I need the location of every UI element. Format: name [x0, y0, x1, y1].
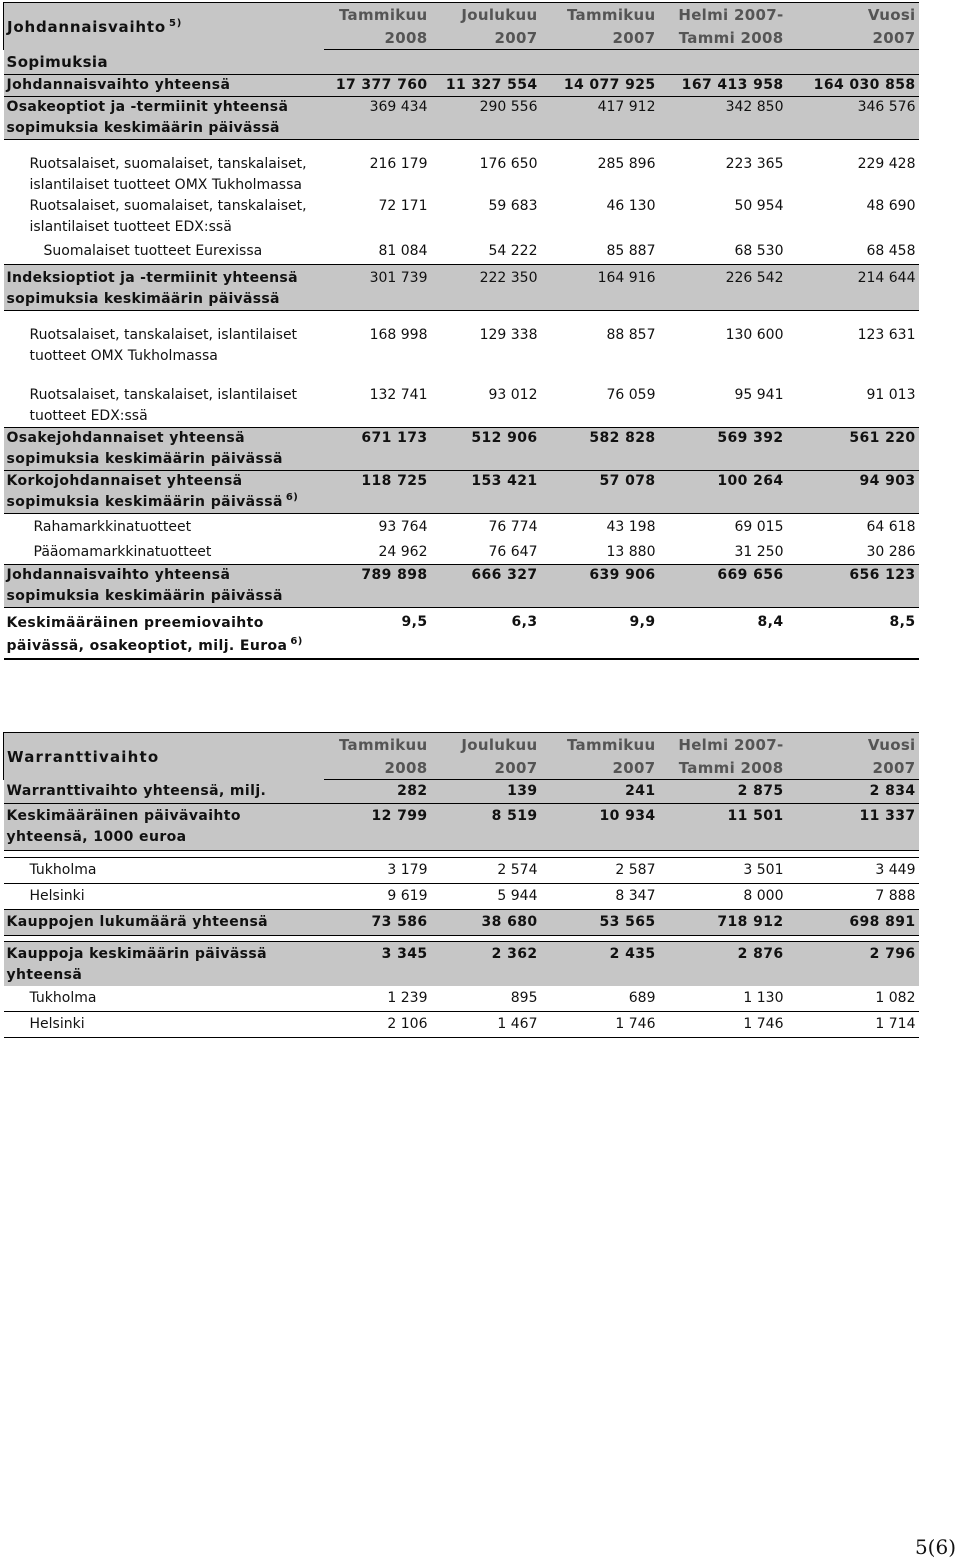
col-header: 2008 — [324, 756, 431, 780]
cell: 59 683 — [488, 198, 538, 214]
col-header: 2008 — [324, 26, 431, 50]
cell: 76 774 — [488, 519, 538, 535]
col-header: 2007 — [787, 756, 919, 780]
cell: 43 198 — [606, 519, 656, 535]
row-label: Ruotsalaiset, suomalaiset, tanskalaiset, islantilaiset tuotteet OMX Tukholmassa — [29, 156, 307, 193]
row-label-text: Keskimääräinen preemiovaihto päivässä, osakeoptiot, milj. Euroa — [6, 615, 288, 654]
row-label: Rahamarkkinatuotteet — [33, 519, 192, 535]
cell: 76 647 — [431, 540, 541, 565]
table-row — [4, 471, 919, 514]
row-label: Johdannaisvaihto yhteensä — [4, 75, 324, 97]
table-row — [4, 385, 919, 428]
cell: 698 891 — [787, 910, 919, 936]
cell: 50 954 — [734, 198, 784, 214]
cell: 241 — [541, 780, 659, 804]
cell: 561 220 — [787, 428, 919, 471]
col-header: Joulukuu — [431, 733, 541, 757]
cell: 76 059 — [541, 385, 659, 428]
table-row — [4, 1012, 919, 1038]
cell: 30 286 — [787, 540, 919, 565]
col-header: Tammikuu — [541, 733, 659, 757]
cell: 342 850 — [659, 97, 787, 140]
cell: 582 828 — [541, 428, 659, 471]
table-header-row — [4, 3, 919, 27]
spacer-row — [4, 371, 919, 385]
cell: 54 222 — [431, 238, 541, 265]
cell: 369 434 — [324, 97, 431, 140]
table-title: Warranttivaihto — [4, 733, 324, 780]
row-label — [4, 608, 324, 660]
cell: 9 619 — [324, 884, 431, 910]
cell: 2 587 — [541, 858, 659, 884]
cell: 8 000 — [659, 884, 787, 910]
cell: 167 413 958 — [659, 75, 787, 97]
row-label: Ruotsalaiset, tanskalaiset, islantilaiset tuotteet EDX:ssä — [4, 385, 324, 428]
cell: 91 013 — [787, 385, 919, 428]
table-row — [4, 265, 919, 311]
row-label: Kauppoja keskimäärin päivässä yhteensä — [4, 942, 324, 987]
cell: 68 458 — [787, 238, 919, 265]
footnote-ref: 6) — [285, 492, 299, 504]
cell: 85 887 — [541, 238, 659, 265]
cell: 3 345 — [324, 942, 431, 987]
cell: 57 078 — [541, 471, 659, 514]
cell: 216 179 — [369, 156, 428, 172]
page-number: 5(6) — [914, 1535, 956, 1559]
cell: 718 912 — [659, 910, 787, 936]
row-label: Pääomamarkkinatuotteet — [4, 540, 324, 565]
cell: 81 084 — [324, 238, 431, 265]
derivatives-table — [3, 2, 919, 660]
cell: 8 519 — [431, 804, 541, 851]
cell: 139 — [431, 780, 541, 804]
row-label: Ruotsalaiset, suomalaiset, tanskalaiset, islantilaiset tuotteet EDX:ssä — [29, 198, 307, 235]
table-row — [4, 325, 919, 371]
cell: 31 250 — [659, 540, 787, 565]
cell: 301 739 — [324, 265, 431, 311]
col-header: Tammi 2008 — [659, 26, 787, 50]
col-header: Vuosi — [787, 3, 919, 27]
cell: 512 906 — [431, 428, 541, 471]
col-header: Tammikuu — [324, 733, 431, 757]
cell: 346 576 — [787, 97, 919, 140]
footnote-ref: 6) — [290, 636, 303, 648]
row-label: Tukholma — [4, 858, 324, 884]
cell: 168 998 — [369, 327, 428, 343]
table-row — [4, 565, 919, 608]
table-row — [4, 804, 919, 851]
row-label: Helsinki — [4, 1012, 324, 1038]
col-header: 2007 — [787, 26, 919, 50]
table-row — [4, 514, 919, 541]
cell: 100 264 — [659, 471, 787, 514]
row-label: Johdannaisvaihto yhteensä sopimuksia keskimäärin päivässä — [4, 565, 324, 608]
cell: 132 741 — [324, 385, 431, 428]
row-label: Warranttivaihto yhteensä, milj. — [4, 780, 324, 804]
cell: 10 934 — [541, 804, 659, 851]
cell: 72 171 — [378, 198, 428, 214]
table-title — [4, 3, 324, 50]
cell: 666 327 — [431, 565, 541, 608]
cell: 1 467 — [431, 1012, 541, 1038]
col-header: Helmi 2007- — [659, 3, 787, 27]
table-row — [4, 540, 919, 565]
cell: 789 898 — [324, 565, 431, 608]
cell: 689 — [628, 990, 656, 1006]
cell: 73 586 — [324, 910, 431, 936]
cell: 656 123 — [787, 565, 919, 608]
table-row — [4, 942, 919, 987]
cell: 895 — [510, 990, 538, 1006]
cell: 222 350 — [431, 265, 541, 311]
row-label: Keskimääräinen päivävaihto yhteensä, 1000 euroa — [4, 804, 324, 851]
table-row — [4, 884, 919, 910]
table-row — [4, 196, 919, 238]
cell: 95 941 — [659, 385, 787, 428]
cell: 2 574 — [431, 858, 541, 884]
section-row — [4, 50, 919, 75]
row-label: Kauppojen lukumäärä yhteensä — [4, 910, 324, 936]
cell: 130 600 — [725, 327, 784, 343]
row-label: Helsinki — [4, 884, 324, 910]
cell: 9,9 — [541, 608, 659, 660]
cell: 1 714 — [787, 1012, 919, 1038]
table-row — [4, 75, 919, 97]
cell: 223 365 — [725, 156, 784, 172]
cell: 176 650 — [479, 156, 538, 172]
cell: 68 530 — [659, 238, 787, 265]
cell: 24 962 — [324, 540, 431, 565]
cell: 2 362 — [431, 942, 541, 987]
spacer-row — [4, 851, 919, 858]
cell: 5 944 — [431, 884, 541, 910]
row-label: Osakejohdannaiset yhteensä sopimuksia keskimäärin päivässä — [4, 428, 324, 471]
cell: 1 746 — [541, 1012, 659, 1038]
cell: 1 082 — [875, 990, 916, 1006]
cell: 48 690 — [866, 198, 916, 214]
footnote-ref: 5) — [168, 17, 183, 29]
cell: 2 876 — [659, 942, 787, 987]
spacer-row — [4, 140, 919, 155]
cell: 13 880 — [541, 540, 659, 565]
cell: 6,3 — [431, 608, 541, 660]
spacer-row — [4, 311, 919, 326]
cell: 2 796 — [787, 942, 919, 987]
cell: 2 106 — [324, 1012, 431, 1038]
col-header: Joulukuu — [431, 3, 541, 27]
table-title-text: Johdannaisvaihto — [7, 17, 166, 36]
row-label: Suomalaiset tuotteet Eurexissa — [4, 238, 324, 265]
row-label: Osakeoptiot ja -termiinit yhteensä sopimuksia keskimäärin päivässä — [4, 97, 324, 140]
cell: 53 565 — [541, 910, 659, 936]
col-header: Tammikuu — [324, 3, 431, 27]
cell: 1 239 — [387, 990, 428, 1006]
cell: 3 179 — [324, 858, 431, 884]
table-header-row — [4, 733, 919, 757]
cell: 214 644 — [787, 265, 919, 311]
table-row — [4, 97, 919, 140]
cell: 1 746 — [659, 1012, 787, 1038]
cell: 669 656 — [659, 565, 787, 608]
col-header: Vuosi — [787, 733, 919, 757]
table-row — [4, 780, 919, 804]
cell: 46 130 — [606, 198, 656, 214]
row-label — [4, 471, 324, 514]
col-header: 2007 — [431, 756, 541, 780]
cell: 290 556 — [431, 97, 541, 140]
table-row — [4, 154, 919, 196]
cell: 164 916 — [541, 265, 659, 311]
col-header: 2007 — [541, 26, 659, 50]
cell: 11 337 — [787, 804, 919, 851]
row-label: Ruotsalaiset, tanskalaiset, islantilaiset tuotteet OMX Tukholmassa — [29, 327, 298, 364]
warrants-table — [3, 732, 919, 1038]
cell: 118 725 — [324, 471, 431, 514]
cell: 8,4 — [659, 608, 787, 660]
cell: 69 015 — [734, 519, 784, 535]
cell: 285 896 — [597, 156, 656, 172]
cell: 671 173 — [324, 428, 431, 471]
cell: 11 501 — [659, 804, 787, 851]
cell: 639 906 — [541, 565, 659, 608]
row-label: Tukholma — [29, 990, 97, 1006]
cell: 93 764 — [378, 519, 428, 535]
cell: 9,5 — [324, 608, 431, 660]
cell: 569 392 — [659, 428, 787, 471]
cell: 226 542 — [659, 265, 787, 311]
cell: 93 012 — [431, 385, 541, 428]
cell: 3 449 — [787, 858, 919, 884]
col-header: Helmi 2007- — [659, 733, 787, 757]
cell: 2 834 — [787, 780, 919, 804]
cell: 417 912 — [541, 97, 659, 140]
cell: 229 428 — [857, 156, 916, 172]
cell: 3 501 — [659, 858, 787, 884]
row-label: Indeksioptiot ja -termiinit yhteensä sopimuksia keskimäärin päivässä — [4, 265, 324, 311]
row-label-text: Korkojohdannaiset yhteensä sopimuksia keskimäärin päivässä — [6, 473, 283, 510]
cell: 2 435 — [541, 942, 659, 987]
table-row — [4, 986, 919, 1012]
col-header: 2007 — [431, 26, 541, 50]
cell: 129 338 — [479, 327, 538, 343]
cell: 17 377 760 — [324, 75, 431, 97]
table-row — [4, 858, 919, 884]
table-row — [4, 238, 919, 265]
cell: 11 327 554 — [431, 75, 541, 97]
cell: 38 680 — [431, 910, 541, 936]
cell: 7 888 — [787, 884, 919, 910]
cell: 164 030 858 — [787, 75, 919, 97]
col-header: Tammikuu — [541, 3, 659, 27]
table-row — [4, 608, 919, 660]
cell: 64 618 — [866, 519, 916, 535]
col-header: 2007 — [541, 756, 659, 780]
cell: 12 799 — [324, 804, 431, 851]
cell: 153 421 — [431, 471, 541, 514]
cell: 282 — [324, 780, 431, 804]
cell: 123 631 — [857, 327, 916, 343]
section-title: Sopimuksia — [4, 50, 919, 75]
cell: 88 857 — [606, 327, 656, 343]
table-row — [4, 910, 919, 936]
cell: 1 130 — [743, 990, 784, 1006]
col-header: Tammi 2008 — [659, 756, 787, 780]
cell: 14 077 925 — [541, 75, 659, 97]
cell: 2 875 — [659, 780, 787, 804]
table-row — [4, 428, 919, 471]
cell: 94 903 — [787, 471, 919, 514]
cell: 8 347 — [541, 884, 659, 910]
cell: 8,5 — [787, 608, 919, 660]
